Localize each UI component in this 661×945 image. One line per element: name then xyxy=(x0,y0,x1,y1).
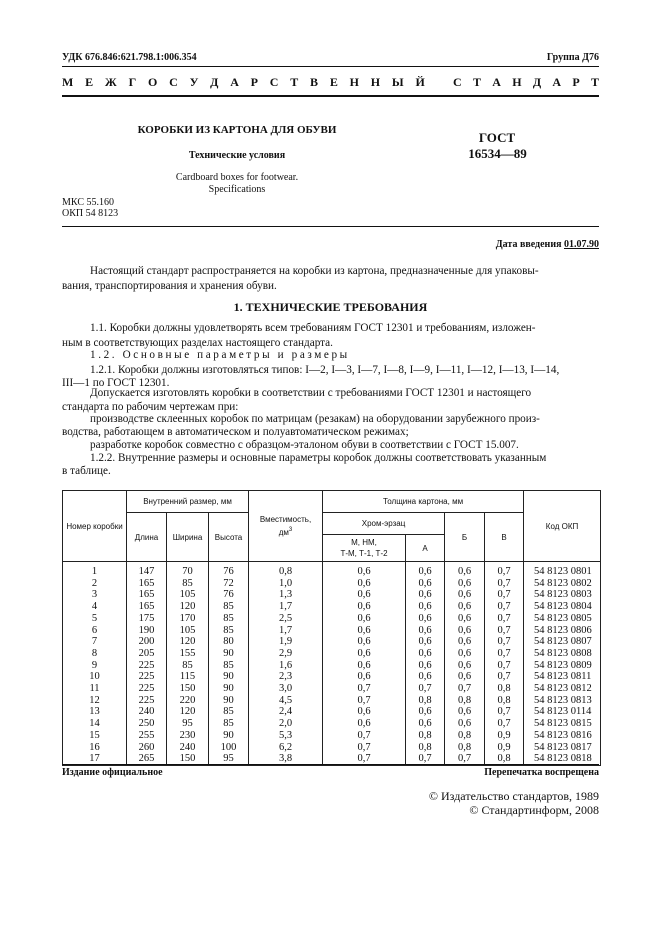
cell-height: 90 xyxy=(209,683,249,695)
cell-v: 0,7 xyxy=(485,613,524,625)
cell-height: 85 xyxy=(209,718,249,730)
cell-length: 240 xyxy=(127,706,167,718)
cell-chrome-m: 0,6 xyxy=(323,578,406,590)
cell-num: 4 xyxy=(63,601,127,613)
cell-chrome-m: 0,6 xyxy=(323,625,406,637)
cell-length: 165 xyxy=(127,601,167,613)
cell-length: 255 xyxy=(127,730,167,742)
th-okp: Код ОКП xyxy=(524,491,601,562)
top-rule xyxy=(62,66,599,67)
cell-num: 17 xyxy=(63,753,127,765)
cell-width: 150 xyxy=(167,753,209,765)
box-parameters-table xyxy=(62,490,601,766)
table-row xyxy=(63,601,601,613)
cell-chrome-m: 0,6 xyxy=(323,648,406,660)
cell-okp: 54 8123 0811 xyxy=(524,671,601,683)
cell-num: 7 xyxy=(63,636,127,648)
cell-capacity: 2,4 xyxy=(249,706,323,718)
cell-num: 15 xyxy=(63,730,127,742)
cell-okp: 54 8123 0816 xyxy=(524,730,601,742)
cell-chrome-m: 0,6 xyxy=(323,613,406,625)
table-row xyxy=(63,589,601,601)
th-capacity xyxy=(249,491,323,562)
footer-rule xyxy=(62,764,599,765)
th-thickness: Толщина картона, мм xyxy=(323,491,524,513)
cell-v: 0,7 xyxy=(485,706,524,718)
cell-length: 225 xyxy=(127,660,167,672)
cell-capacity: 6,2 xyxy=(249,742,323,754)
cell-okp: 54 8123 0803 xyxy=(524,589,601,601)
copyright-2: © Стандартинформ, 2008 xyxy=(469,803,599,817)
cell-num: 6 xyxy=(63,625,127,637)
cell-okp: 54 8123 0818 xyxy=(524,753,601,765)
cell-v: 0,7 xyxy=(485,648,524,660)
p1-2-2-line-1: 1.2.2. Внутренние размеры и основные параметры коробок должны соответствовать указанным xyxy=(90,452,547,464)
cell-v: 0,8 xyxy=(485,695,524,707)
cell-length: 200 xyxy=(127,636,167,648)
cell-b: 0,6 xyxy=(445,601,485,613)
p-prod-line-2: водства, работающем в автоматическом и полуавтоматическом режимах; xyxy=(62,426,409,438)
cell-okp: 54 8123 0806 xyxy=(524,625,601,637)
cell-length: 265 xyxy=(127,753,167,765)
table-row xyxy=(63,578,601,590)
cell-width: 150 xyxy=(167,683,209,695)
table-row xyxy=(63,625,601,637)
th-capacity-unit: дм xyxy=(278,528,289,537)
title-en-1: Cardboard boxes for footwear. xyxy=(175,172,299,183)
th-height: Высота xyxy=(209,513,249,562)
cell-height: 95 xyxy=(209,753,249,765)
cell-height: 80 xyxy=(209,636,249,648)
cell-height: 72 xyxy=(209,578,249,590)
intro-line-1: Настоящий стандарт распространяется на коробки из картона, предназначенные для упаковы- xyxy=(90,265,539,277)
cell-okp: 54 8123 0808 xyxy=(524,648,601,660)
th-m-label: М, НМ, xyxy=(351,538,377,547)
p1-2-1-line-1: 1.2.1. Коробки должны изготовляться типов: I—2, I—3, I—7, I—8, I—9, I—11, I—12, I—13, I—14, xyxy=(90,364,560,376)
cell-v: 0,7 xyxy=(485,625,524,637)
cell-capacity: 1,6 xyxy=(249,660,323,672)
table-row xyxy=(63,636,601,648)
cell-capacity: 2,0 xyxy=(249,718,323,730)
cell-num: 11 xyxy=(63,683,127,695)
th-m-nm xyxy=(323,535,406,562)
cell-length: 250 xyxy=(127,718,167,730)
okp-code: ОКП 54 8123 xyxy=(62,208,119,219)
cell-num: 8 xyxy=(63,648,127,660)
cell-capacity: 1,0 xyxy=(249,578,323,590)
th-chrome: Хром-эрзац xyxy=(323,513,445,535)
cell-chrome-m: 0,7 xyxy=(323,753,406,765)
cell-v: 0,7 xyxy=(485,718,524,730)
table-row xyxy=(63,648,601,660)
p-allow-line-2: стандарта по рабочим чертежам при: xyxy=(62,401,239,413)
cell-chrome-a: 0,6 xyxy=(406,718,445,730)
cell-chrome-a: 0,6 xyxy=(406,562,445,578)
cell-chrome-m: 0,6 xyxy=(323,671,406,683)
cell-b: 0,6 xyxy=(445,706,485,718)
date-intro xyxy=(496,239,599,250)
table-row xyxy=(63,683,601,695)
cell-okp: 54 8123 0812 xyxy=(524,683,601,695)
cell-height: 90 xyxy=(209,671,249,683)
cell-b: 0,6 xyxy=(445,648,485,660)
cell-chrome-m: 0,6 xyxy=(323,718,406,730)
section-heading: 1. ТЕХНИЧЕСКИЕ ТРЕБОВАНИЯ xyxy=(233,300,428,314)
intro-line-2: вания, транспортирования и хранения обуви. xyxy=(62,280,277,292)
cell-length: 225 xyxy=(127,695,167,707)
cell-capacity: 0,8 xyxy=(249,562,323,578)
cell-width: 105 xyxy=(167,589,209,601)
cell-capacity: 2,3 xyxy=(249,671,323,683)
th-length: Длина xyxy=(127,513,167,562)
cell-height: 85 xyxy=(209,706,249,718)
th-width: Ширина xyxy=(167,513,209,562)
cell-b: 0,6 xyxy=(445,718,485,730)
cell-b: 0,8 xyxy=(445,742,485,754)
p1-2-heading: 1.2. Основные параметры и размеры xyxy=(90,349,350,361)
cell-chrome-a: 0,8 xyxy=(406,730,445,742)
th-b: Б xyxy=(445,513,485,562)
cell-width: 220 xyxy=(167,695,209,707)
cell-chrome-a: 0,6 xyxy=(406,648,445,660)
p-dev: разработке коробок совместно с образцом-эталоном обуви в соответствии с ГОСТ 15.007. xyxy=(90,439,519,451)
cell-b: 0,8 xyxy=(445,695,485,707)
th-inner-size: Внутренний размер, мм xyxy=(127,491,249,513)
cell-chrome-m: 0,6 xyxy=(323,706,406,718)
cell-length: 225 xyxy=(127,671,167,683)
banner-word-interstate: М Е Ж Г О С У Д А Р С Т В Е Н Н Ы Й xyxy=(62,75,425,89)
cell-height: 100 xyxy=(209,742,249,754)
cell-capacity: 1,7 xyxy=(249,601,323,613)
copyright-1: © Издательство стандартов, 1989 xyxy=(428,789,599,803)
cell-height: 85 xyxy=(209,601,249,613)
table-row xyxy=(63,695,601,707)
cell-chrome-a: 0,6 xyxy=(406,660,445,672)
cell-chrome-a: 0,6 xyxy=(406,589,445,601)
cell-height: 90 xyxy=(209,730,249,742)
cell-b: 0,6 xyxy=(445,613,485,625)
cell-v: 0,7 xyxy=(485,660,524,672)
cell-height: 76 xyxy=(209,562,249,578)
cell-capacity: 1,9 xyxy=(249,636,323,648)
doc-subtitle: Технические условия xyxy=(188,150,286,161)
cell-chrome-a: 0,6 xyxy=(406,601,445,613)
cell-v: 0,8 xyxy=(485,683,524,695)
cell-width: 85 xyxy=(167,660,209,672)
cell-capacity: 3,8 xyxy=(249,753,323,765)
group-code: Группа Д76 xyxy=(546,52,599,63)
gost-label: ГОСТ xyxy=(478,130,516,145)
cell-num: 10 xyxy=(63,671,127,683)
cell-v: 0,8 xyxy=(485,753,524,765)
cell-length: 205 xyxy=(127,648,167,660)
cell-width: 240 xyxy=(167,742,209,754)
cell-chrome-a: 0,6 xyxy=(406,706,445,718)
th-t-label: Т-М, Т-1, Т-2 xyxy=(340,549,388,558)
table-row xyxy=(63,660,601,672)
cell-v: 0,7 xyxy=(485,589,524,601)
th-a: А xyxy=(406,535,445,562)
cell-okp: 54 8123 0809 xyxy=(524,660,601,672)
gost-number: 16534—89 xyxy=(468,146,527,161)
p1-1-line-2: ным в соответствующих разделах настоящего стандарта. xyxy=(62,337,333,349)
cell-width: 105 xyxy=(167,625,209,637)
cell-chrome-m: 0,7 xyxy=(323,695,406,707)
cell-chrome-a: 0,6 xyxy=(406,671,445,683)
cell-chrome-a: 0,8 xyxy=(406,742,445,754)
cell-v: 0,7 xyxy=(485,636,524,648)
cell-width: 230 xyxy=(167,730,209,742)
cell-okp: 54 8123 0801 xyxy=(524,562,601,578)
p-prod-line-1: производстве склеенных коробок по матрицам (резакам) на оборудовании зарубежного произ- xyxy=(90,413,540,425)
table-row xyxy=(63,613,601,625)
table-row xyxy=(63,730,601,742)
cell-height: 85 xyxy=(209,660,249,672)
cell-length: 260 xyxy=(127,742,167,754)
cell-length: 225 xyxy=(127,683,167,695)
cell-num: 3 xyxy=(63,589,127,601)
cell-height: 85 xyxy=(209,625,249,637)
cell-height: 85 xyxy=(209,613,249,625)
cell-v: 0,9 xyxy=(485,742,524,754)
cell-v: 0,7 xyxy=(485,562,524,578)
cell-b: 0,7 xyxy=(445,753,485,765)
cell-length: 165 xyxy=(127,589,167,601)
table-row xyxy=(63,742,601,754)
cell-okp: 54 8123 0815 xyxy=(524,718,601,730)
cell-chrome-a: 0,6 xyxy=(406,636,445,648)
cell-okp: 54 8123 0807 xyxy=(524,636,601,648)
codes-rule xyxy=(62,226,599,227)
cell-b: 0,6 xyxy=(445,578,485,590)
cell-b: 0,6 xyxy=(445,589,485,601)
mks-code: МКС 55.160 xyxy=(62,197,114,208)
cell-chrome-a: 0,6 xyxy=(406,578,445,590)
p1-2-1-line-2: III—1 по ГОСТ 12301. xyxy=(62,377,170,389)
banner-word-standard: С Т А Н Д А Р Т xyxy=(453,75,599,89)
cell-okp: 54 8123 0802 xyxy=(524,578,601,590)
banner-rule xyxy=(62,95,599,97)
table-row xyxy=(63,671,601,683)
cell-capacity: 4,5 xyxy=(249,695,323,707)
cell-okp: 54 8123 0804 xyxy=(524,601,601,613)
cell-width: 170 xyxy=(167,613,209,625)
cell-height: 90 xyxy=(209,695,249,707)
cell-width: 120 xyxy=(167,706,209,718)
cell-chrome-a: 0,7 xyxy=(406,753,445,765)
cell-length: 165 xyxy=(127,578,167,590)
date-intro-value: 01.07.90 xyxy=(564,239,599,250)
table-row xyxy=(63,718,601,730)
cell-num: 16 xyxy=(63,742,127,754)
table-row xyxy=(63,562,601,578)
th-capacity-exp: 3 xyxy=(288,527,293,533)
cell-capacity: 2,5 xyxy=(249,613,323,625)
cell-width: 95 xyxy=(167,718,209,730)
cell-num: 14 xyxy=(63,718,127,730)
cell-length: 175 xyxy=(127,613,167,625)
cell-width: 155 xyxy=(167,648,209,660)
cell-v: 0,7 xyxy=(485,671,524,683)
udk-code: УДК 676.846:621.798.1:006.354 xyxy=(62,52,197,63)
cell-chrome-a: 0,6 xyxy=(406,613,445,625)
cell-chrome-a: 0,7 xyxy=(406,683,445,695)
cell-length: 190 xyxy=(127,625,167,637)
cell-chrome-m: 0,6 xyxy=(323,562,406,578)
date-intro-label: Дата введения xyxy=(495,239,562,250)
cell-b: 0,6 xyxy=(445,625,485,637)
cell-b: 0,6 xyxy=(445,562,485,578)
p1-2-2-line-2: в таблице. xyxy=(62,465,111,477)
official-edition: Издание официальное xyxy=(62,767,163,778)
cell-length: 147 xyxy=(127,562,167,578)
cell-b: 0,7 xyxy=(445,683,485,695)
cell-num: 1 xyxy=(63,562,127,578)
interstate-standard-banner xyxy=(62,75,599,90)
cell-okp: 54 8123 0813 xyxy=(524,695,601,707)
cell-v: 0,7 xyxy=(485,601,524,613)
cell-capacity: 1,3 xyxy=(249,589,323,601)
cell-chrome-a: 0,8 xyxy=(406,695,445,707)
cell-capacity: 1,7 xyxy=(249,625,323,637)
p-allow-line-1: Допускается изготовлять коробки в соответствии с требованиями ГОСТ 12301 и настоящего xyxy=(90,387,532,399)
cell-chrome-m: 0,7 xyxy=(323,683,406,695)
cell-chrome-m: 0,6 xyxy=(323,660,406,672)
cell-okp: 54 8123 0114 xyxy=(524,706,601,718)
cell-width: 115 xyxy=(167,671,209,683)
title-en-2: Specifications xyxy=(208,184,266,195)
cell-chrome-m: 0,7 xyxy=(323,730,406,742)
cell-num: 5 xyxy=(63,613,127,625)
cell-num: 13 xyxy=(63,706,127,718)
cell-b: 0,6 xyxy=(445,636,485,648)
reprint-prohibited: Перепечатка воспрещена xyxy=(484,767,599,778)
cell-width: 85 xyxy=(167,578,209,590)
cell-width: 120 xyxy=(167,601,209,613)
cell-width: 120 xyxy=(167,636,209,648)
cell-num: 2 xyxy=(63,578,127,590)
cell-chrome-m: 0,6 xyxy=(323,636,406,648)
th-v: В xyxy=(485,513,524,562)
cell-chrome-m: 0,6 xyxy=(323,601,406,613)
cell-chrome-m: 0,6 xyxy=(323,589,406,601)
doc-title: КОРОБКИ ИЗ КАРТОНА ДЛЯ ОБУВИ xyxy=(137,124,337,136)
cell-b: 0,6 xyxy=(445,660,485,672)
cell-chrome-m: 0,7 xyxy=(323,742,406,754)
th-box-number: Номер коробки xyxy=(63,491,127,562)
cell-v: 0,7 xyxy=(485,578,524,590)
cell-capacity: 5,3 xyxy=(249,730,323,742)
p1-1-line-1: 1.1. Коробки должны удовлетворять всем требованиям ГОСТ 12301 и требованиям, изложен- xyxy=(90,322,536,334)
table-row xyxy=(63,706,601,718)
cell-height: 76 xyxy=(209,589,249,601)
cell-b: 0,8 xyxy=(445,730,485,742)
cell-v: 0,9 xyxy=(485,730,524,742)
cell-okp: 54 8123 0805 xyxy=(524,613,601,625)
cell-b: 0,6 xyxy=(445,671,485,683)
cell-chrome-a: 0,6 xyxy=(406,625,445,637)
cell-height: 90 xyxy=(209,648,249,660)
cell-capacity: 3,0 xyxy=(249,683,323,695)
cell-num: 12 xyxy=(63,695,127,707)
cell-width: 70 xyxy=(167,562,209,578)
cell-okp: 54 8123 0817 xyxy=(524,742,601,754)
cell-num: 9 xyxy=(63,660,127,672)
th-capacity-label: Вместимость, xyxy=(259,515,312,524)
cell-capacity: 2,9 xyxy=(249,648,323,660)
